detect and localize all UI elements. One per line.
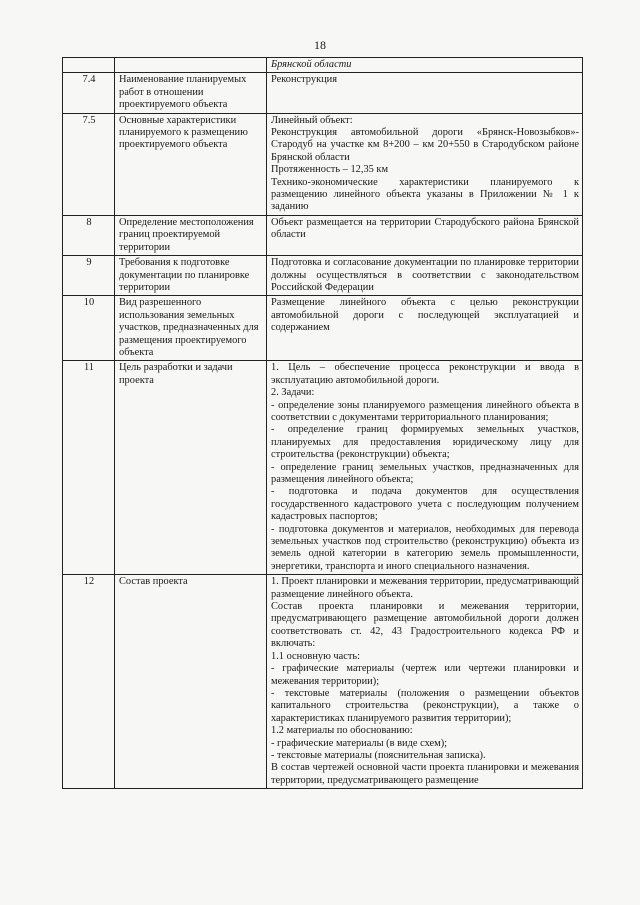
- row-number: 7.4: [63, 73, 115, 113]
- value-line: 1. Цель – обеспечение процесса реконструкции и ввода в эксплуатацию автомобильной дороги.: [271, 362, 579, 386]
- row-number: 8: [63, 215, 115, 255]
- value-line: 2. Задачи:: [271, 387, 315, 399]
- table-row: [63, 296, 583, 361]
- row-number: 9: [63, 256, 115, 296]
- table-row: [63, 215, 583, 255]
- table-row: [63, 113, 583, 215]
- value-line: - определение зоны планируемого размещения линейного объекта в соответствии с документами территориального планирования;: [271, 399, 579, 423]
- value-line: Размещение линейного объекта с целью реконструкции автомобильной дороги с последующей эксплуатацией и содержанием: [271, 297, 579, 334]
- value-line: Линейный объект:: [271, 114, 353, 126]
- value-line: В состав чертежей основной части проекта планировки и межевания территории, предусматривающего размещение: [271, 762, 579, 786]
- value-line: Протяженность – 12,35 км: [271, 164, 389, 176]
- value-line: 1.2 материалы по обоснованию:: [271, 725, 413, 737]
- row-label: Требования к подготовке документации по планировке территории: [115, 256, 267, 296]
- row-label: Цель разработки и задачи проекта: [115, 361, 267, 575]
- table-row: [63, 575, 583, 789]
- row-value: [267, 113, 583, 215]
- table-row: [63, 73, 583, 113]
- value-line: - графические материалы (чертеж или чертежи планировки и межевания территории);: [271, 663, 579, 687]
- table-row: [63, 361, 583, 575]
- row-number: 7.5: [63, 113, 115, 215]
- row-label: Наименование планируемых работ в отношении проектируемого объекта: [115, 73, 267, 113]
- value-line: Реконструкция: [271, 74, 338, 86]
- value-line: - определение границ земельных участков, предназначенных для размещения линейного объекта;: [271, 461, 579, 485]
- page-number: 18: [314, 38, 326, 52]
- row-value: [267, 575, 583, 789]
- value-line: Состав проекта планировки и межевания территории, предусматривающего размещение автомобильной дороги должен соответствовать ст. 42, 43 Градостроительного кодекса РФ и включать:: [271, 601, 579, 650]
- row-label: Состав проекта: [115, 575, 267, 789]
- value-line: Технико-экономические характеристики планируемого к размещению линейного объекта указаны в Приложении № 1 к заданию: [271, 176, 579, 213]
- value-line: - определение границ формируемых земельных участков, планируемых для предоставления юридическому лицу для строительства (реконструкции) объекта;: [271, 424, 579, 461]
- row-label: Основные характеристики планируемого к размещению проектируемого объекта: [115, 113, 267, 215]
- row-value: [267, 296, 583, 361]
- value-line: - текстовые материалы (пояснительная записка).: [271, 749, 486, 761]
- row-label: [115, 58, 267, 73]
- table-row: [63, 58, 583, 73]
- row-value: [267, 256, 583, 296]
- specification-table: [62, 57, 583, 789]
- value-line: - подготовка и подача документов для осуществления государственного кадастрового учета с последующим получением кадастровых паспортов;: [271, 486, 579, 523]
- value-line: Реконструкция автомобильной дороги «Брянск-Новозыбков»-Стародуб на участке км 8+200 – км 20+550 в Стародубском районе Брянской области: [271, 127, 579, 163]
- row-label: Определение местоположения границ проектируемой территории: [115, 215, 267, 255]
- row-number: 11: [63, 361, 115, 575]
- row-value: [267, 361, 583, 575]
- row-number: [63, 58, 115, 73]
- value-line: - графические материалы (в виде схем);: [271, 737, 448, 749]
- row-label: Вид разрешенного использования земельных участков, предназначенных для размещения проектируемого объекта: [115, 296, 267, 361]
- value-line: 1.1 основную часть:: [271, 650, 361, 662]
- value-line: - подготовка документов и материалов, необходимых для перевода земельных участков под строительство (реконструкцию) объекта из земель одной категории в категорию земель промышленности, энергетики, транспорта и иного специального назначения.: [271, 523, 579, 572]
- row-value: Брянской области: [267, 58, 583, 73]
- value-line: - текстовые материалы (положения о размещении объектов капитального строительства (реконструкции), а также о характеристиках планируемого развития территории);: [271, 687, 579, 724]
- row-number: 10: [63, 296, 115, 361]
- value-line: Объект размещается на территории Стародубского района Брянской области: [271, 216, 579, 241]
- row-value: [267, 215, 583, 255]
- table-row: [63, 256, 583, 296]
- value-line: Подготовка и согласование документации по планировке территории должны осуществляться в соответствии с законодательством Российской Федерации: [271, 257, 579, 293]
- row-value: [267, 73, 583, 113]
- row-number: 12: [63, 575, 115, 789]
- value-line: 1. Проект планировки и межевания территории, предусматривающий размещение линейного объекта.: [271, 576, 580, 600]
